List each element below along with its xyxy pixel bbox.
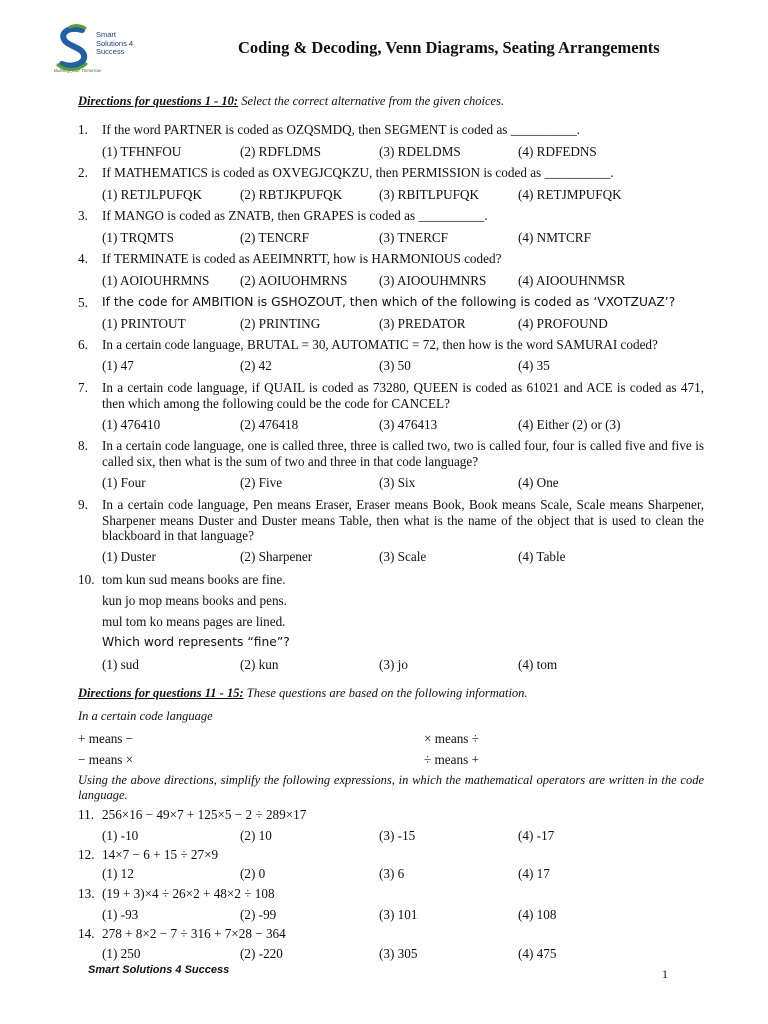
question-text: In a certain code language, one is called three, three is called two, two is called four, four is called five and five is called six, then what is the sum of two and three in that code language? bbox=[102, 438, 704, 469]
option: (2) 0 bbox=[240, 866, 266, 881]
option: (2) 42 bbox=[240, 358, 272, 373]
question-number: 1. bbox=[78, 122, 88, 137]
question-line: tom kun sud means books are fine. bbox=[102, 572, 286, 587]
question-number: 10. bbox=[78, 572, 95, 587]
question-number: 7. bbox=[78, 380, 88, 395]
question-number: 6. bbox=[78, 337, 88, 352]
question-text: If MATHEMATICS is coded as OXVEGJCQKZU, then PERMISSION is coded as __________. bbox=[102, 165, 614, 180]
option: (2) RBTJKPUFQK bbox=[240, 187, 343, 202]
question-text: If TERMINATE is coded as AEEIMNRTT, how is HARMONIOUS coded? bbox=[102, 251, 502, 266]
option: (2) -220 bbox=[240, 946, 283, 961]
option: (4) Table bbox=[518, 549, 566, 564]
question-line: Which word represents “fine”? bbox=[102, 635, 290, 649]
question-number: 2. bbox=[78, 165, 88, 180]
option: (2) Five bbox=[240, 475, 283, 490]
question-text: In a certain code language, if QUAIL is coded as 73280, QUEEN is coded as 61021 and ACE is coded as 471, then which among the following could be the code for CANCEL? bbox=[102, 380, 704, 411]
option: (4) -17 bbox=[518, 828, 555, 843]
option: (3) RBITLPUFQK bbox=[379, 187, 480, 202]
option: (4) RETJMPUFQK bbox=[518, 187, 622, 202]
option: (1) 250 bbox=[102, 946, 141, 961]
directions-2 bbox=[78, 686, 528, 701]
option: (1) -93 bbox=[102, 907, 139, 922]
page-title: Coding & Decoding, Venn Diagrams, Seating Arrangements bbox=[238, 38, 660, 57]
logo-line3: Success bbox=[96, 47, 125, 56]
option: (1) 47 bbox=[102, 358, 134, 373]
code-intro: In a certain code language bbox=[78, 709, 213, 723]
logo-s-icon bbox=[52, 24, 98, 74]
option: (3) jo bbox=[379, 657, 408, 672]
question-number: 12. bbox=[78, 847, 95, 862]
question-number: 8. bbox=[78, 438, 88, 453]
option: (2) PRINTING bbox=[240, 316, 321, 331]
question-text: If MANGO is coded as ZNATB, then GRAPES is coded as __________. bbox=[102, 208, 488, 223]
footer-brand: Smart Solutions 4 Success bbox=[88, 964, 230, 976]
option: (3) 101 bbox=[379, 907, 418, 922]
option: (1) PRINTOUT bbox=[102, 316, 186, 331]
expression: 256×16 − 49×7 + 125×5 − 2 ÷ 289×17 bbox=[102, 807, 307, 822]
question-number: 13. bbox=[78, 886, 95, 901]
option: (1) TRQMTS bbox=[102, 230, 174, 245]
option: (2) AOIUOHMRNS bbox=[240, 273, 348, 288]
option: (3) Scale bbox=[379, 549, 427, 564]
option: (1) Four bbox=[102, 475, 146, 490]
option: (4) 35 bbox=[518, 358, 550, 373]
option: (4) One bbox=[518, 475, 559, 490]
option: (1) AOIOUHRMNS bbox=[102, 273, 210, 288]
option: (1) -10 bbox=[102, 828, 139, 843]
option: (1) 476410 bbox=[102, 417, 161, 432]
option: (1) Duster bbox=[102, 549, 156, 564]
option: (4) 108 bbox=[518, 907, 557, 922]
option: (2) kun bbox=[240, 657, 279, 672]
option: (3) 50 bbox=[379, 358, 411, 373]
option: (4) 17 bbox=[518, 866, 550, 881]
option: (2) TENCRF bbox=[240, 230, 309, 245]
expression: (19 + 3)×4 ÷ 26×2 + 48×2 ÷ 108 bbox=[102, 886, 275, 901]
using-directions: Using the above directions, simplify the following expressions, in which the mathematical operators are written in the code language. bbox=[78, 773, 704, 802]
symbol-rule: ÷ means + bbox=[424, 752, 479, 767]
directions-2-text: These questions are based on the following information. bbox=[243, 686, 528, 700]
question-text: In a certain code language, Pen means Eraser, Eraser means Book, Book means Scale, Scale means Sharpener, Sharpener means Duster and Duster means Table, then what is the name of the object that is used to clean the blackboard in that language? bbox=[102, 497, 704, 543]
option: (4) RDFEDNS bbox=[518, 144, 597, 159]
option: (3) RDELDMS bbox=[379, 144, 461, 159]
option: (3) 305 bbox=[379, 946, 418, 961]
logo-line2: Solutions 4 bbox=[96, 38, 134, 48]
option: (3) TNERCF bbox=[379, 230, 448, 245]
question-number: 11. bbox=[78, 807, 94, 822]
option: (3) PREDATOR bbox=[379, 316, 466, 331]
logo bbox=[52, 24, 162, 78]
question-number: 5. bbox=[78, 295, 88, 310]
question-number: 14. bbox=[78, 926, 95, 941]
question-line: mul tom ko means pages are lined. bbox=[102, 614, 286, 629]
option: (3) 476413 bbox=[379, 417, 438, 432]
symbol-rule: × means ÷ bbox=[424, 731, 479, 746]
option: (2) -99 bbox=[240, 907, 277, 922]
question-number: 4. bbox=[78, 251, 88, 266]
logo-text bbox=[96, 31, 162, 57]
option: (4) tom bbox=[518, 657, 558, 672]
expression: 278 + 8×2 − 7 ÷ 316 + 7×28 − 364 bbox=[102, 926, 286, 941]
directions-1 bbox=[78, 94, 504, 109]
question-text: If the word PARTNER is coded as OZQSMDQ, then SEGMENT is coded as __________. bbox=[102, 122, 580, 137]
option: (4) Either (2) or (3) bbox=[518, 417, 621, 432]
question-line: kun jo mop means books and pens. bbox=[102, 593, 287, 608]
option: (2) 10 bbox=[240, 828, 272, 843]
option: (1) TFHNFOU bbox=[102, 144, 182, 159]
symbol-rule: − means × bbox=[78, 752, 134, 767]
option: (3) 6 bbox=[379, 866, 405, 881]
option: (4) AIOOUHNMSR bbox=[518, 273, 626, 288]
page-number: 1 bbox=[662, 967, 668, 981]
option: (3) -15 bbox=[379, 828, 416, 843]
option: (2) RDFLDMS bbox=[240, 144, 321, 159]
directions-1-label: Directions for questions 1 - 10: bbox=[78, 94, 239, 108]
option: (4) NMTCRF bbox=[518, 230, 591, 245]
option: (1) sud bbox=[102, 657, 139, 672]
option: (2) 476418 bbox=[240, 417, 299, 432]
option: (2) Sharpener bbox=[240, 549, 313, 564]
logo-line1: Smart bbox=[96, 30, 117, 39]
option: (1) 12 bbox=[102, 866, 134, 881]
option: (3) AIOOUHMNRS bbox=[379, 273, 487, 288]
question-text: If the code for AMBITION is GSHOZOUT, then which of the following is coded as ‘VXOTZUAZ’? bbox=[102, 295, 676, 309]
option: (4) PROFOUND bbox=[518, 316, 608, 331]
question-number: 9. bbox=[78, 497, 88, 512]
directions-1-text: Select the correct alternative from the given choices. bbox=[238, 94, 505, 108]
question-number: 3. bbox=[78, 208, 88, 223]
option: (1) RETJLPUFQK bbox=[102, 187, 203, 202]
question-text: In a certain code language, BRUTAL = 30, AUTOMATIC = 72, then how is the word SAMURAI coded? bbox=[102, 337, 658, 352]
symbol-rule: + means − bbox=[78, 731, 134, 746]
expression: 14×7 − 6 + 15 ÷ 27×9 bbox=[102, 847, 219, 862]
logo-tagline: Building your Tomorrow bbox=[54, 68, 102, 73]
option: (3) Six bbox=[379, 475, 416, 490]
option: (4) 475 bbox=[518, 946, 557, 961]
directions-2-label: Directions for questions 11 - 15: bbox=[78, 686, 244, 700]
